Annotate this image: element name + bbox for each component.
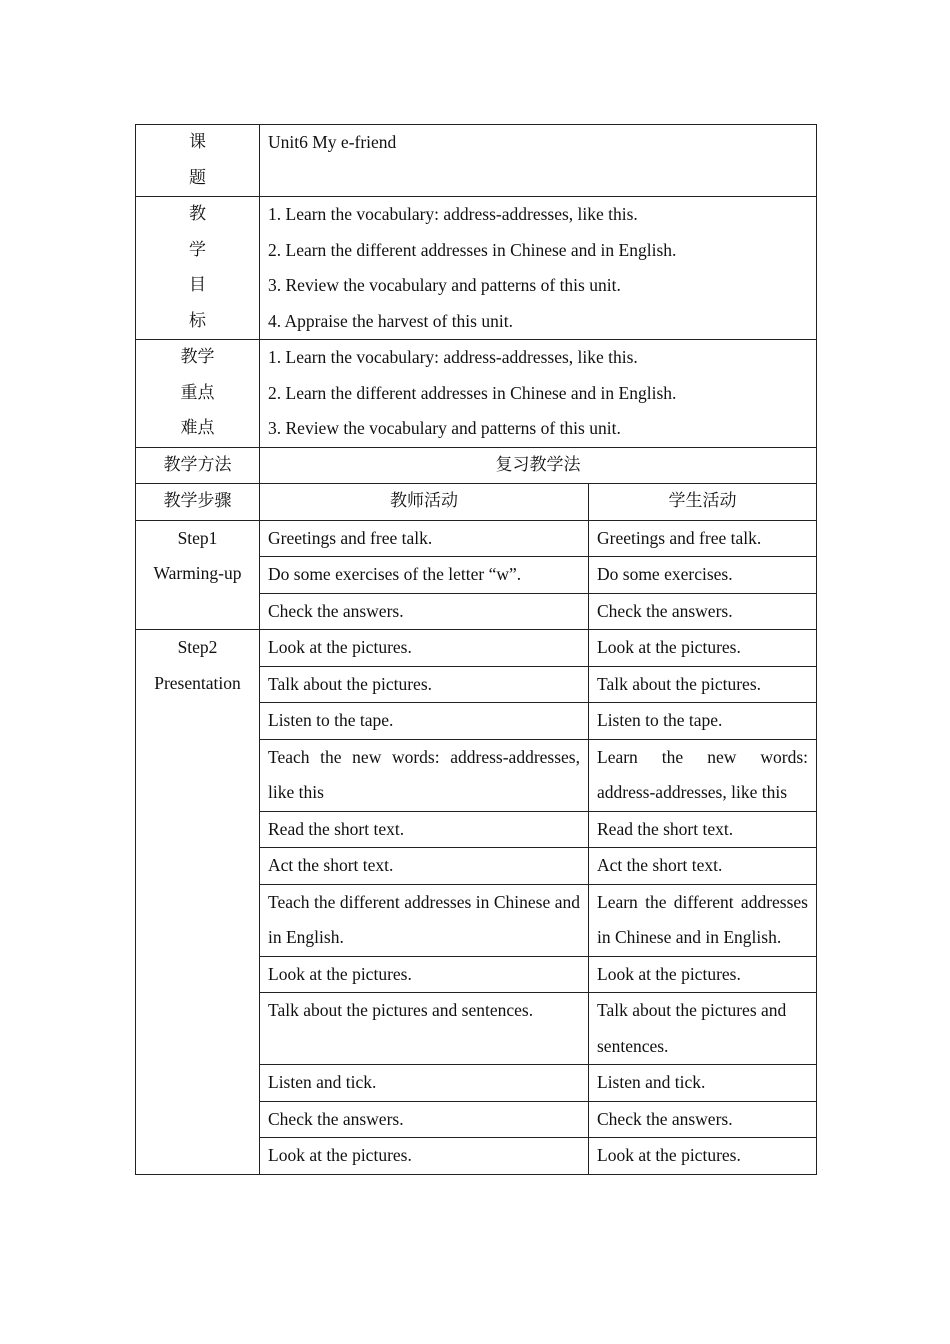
topic-row: [136, 125, 817, 197]
method-row: [136, 447, 817, 484]
steps-header-label: 教学步骤: [136, 484, 260, 521]
teacher-activity: Greetings and free talk.: [260, 520, 589, 557]
teacher-activity: Teach the different addresses in Chinese and in English.: [260, 884, 589, 956]
objectives-list: [260, 197, 817, 340]
step2-label: Step2 Presentation: [136, 630, 260, 1175]
student-activity: Look at the pictures.: [589, 630, 817, 667]
student-activity: Greetings and free talk.: [589, 520, 817, 557]
topic-value: Unit6 My e-friend: [260, 125, 817, 197]
student-activity: Check the answers.: [589, 593, 817, 630]
teacher-activity: Look at the pictures.: [260, 1138, 589, 1175]
teacher-activity: Read the short text.: [260, 811, 589, 848]
teacher-activity: Listen and tick.: [260, 1065, 589, 1102]
student-activity: Act the short text.: [589, 848, 817, 885]
key-point-item: 1. Learn the vocabulary: address-addresses, like this.: [268, 347, 638, 367]
teacher-activity: Look at the pictures.: [260, 630, 589, 667]
objective-item: 4. Appraise the harvest of this unit.: [268, 310, 513, 331]
method-label: 教学方法: [136, 447, 260, 484]
teacher-activity: Look at the pictures.: [260, 956, 589, 993]
student-activity-header: 学生活动: [589, 484, 817, 521]
objective-item: 2. Learn the different addresses in Chinese and in English.: [268, 239, 677, 260]
teacher-activity: Talk about the pictures and sentences.: [260, 993, 589, 1065]
student-activity: Listen and tick.: [589, 1065, 817, 1102]
teacher-activity: Talk about the pictures.: [260, 666, 589, 703]
key-point-item: 3. Review the vocabulary and patterns of this unit.: [268, 418, 621, 438]
objective-item: 1. Learn the vocabulary: address-addresses, like this.: [268, 204, 638, 224]
student-activity: Learn the new words: address-addresses, like this: [589, 739, 817, 811]
teacher-activity: Do some exercises of the letter “w”.: [260, 557, 589, 594]
table-row: [136, 520, 817, 557]
student-activity: Look at the pictures.: [589, 956, 817, 993]
student-activity: Listen to the tape.: [589, 703, 817, 740]
teacher-activity: Check the answers.: [260, 1101, 589, 1138]
student-activity: Look at the pictures.: [589, 1138, 817, 1175]
topic-label: 课 题: [136, 125, 260, 197]
student-activity: Talk about the pictures.: [589, 666, 817, 703]
student-activity: Talk about the pictures and sentences.: [589, 993, 817, 1065]
student-activity: Learn the different addresses in Chinese and in English.: [589, 884, 817, 956]
student-activity: Check the answers.: [589, 1101, 817, 1138]
step1-label: Step1 Warming-up: [136, 520, 260, 630]
method-value: 复习教学法: [260, 447, 817, 484]
table-row: [136, 630, 817, 667]
key-points-row: [136, 340, 817, 448]
student-activity: Do some exercises.: [589, 557, 817, 594]
teacher-activity: Check the answers.: [260, 593, 589, 630]
teacher-activity: Act the short text.: [260, 848, 589, 885]
lesson-plan-table: [135, 124, 817, 1175]
student-activity: Read the short text.: [589, 811, 817, 848]
steps-header-row: [136, 484, 817, 521]
teacher-activity: Listen to the tape.: [260, 703, 589, 740]
teacher-activity: Teach the new words: address-addresses, like this: [260, 739, 589, 811]
teacher-activity-header: 教师活动: [260, 484, 589, 521]
key-points-list: [260, 340, 817, 448]
key-points-label: 教学 重点 难点: [136, 340, 260, 448]
key-point-item: 2. Learn the different addresses in Chinese and in English.: [268, 382, 677, 403]
objectives-row: [136, 197, 817, 340]
objective-item: 3. Review the vocabulary and patterns of this unit.: [268, 275, 621, 295]
objectives-label: 教 学 目 标: [136, 197, 260, 340]
